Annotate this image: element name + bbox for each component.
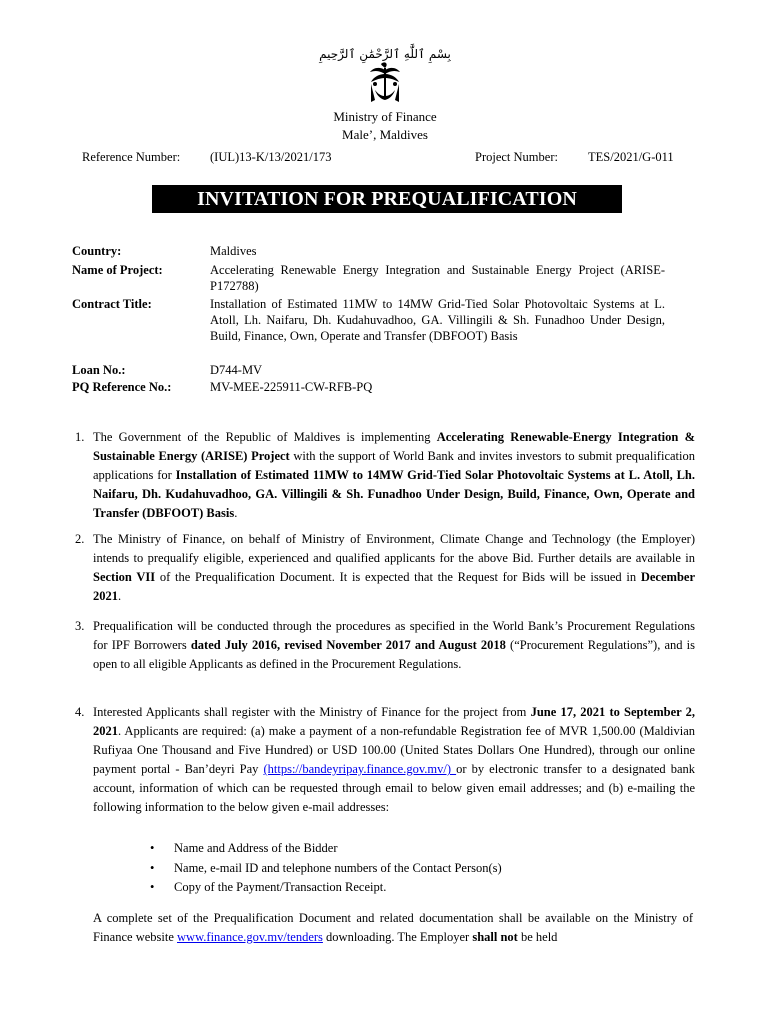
- paragraph-2: [75, 530, 695, 606]
- project-name-value: Accelerating Renewable Energy Integration and Sustainable Energy Project (ARISE-P172788): [210, 263, 665, 293]
- text: Prequalification will be conducted through the procedures as specified in the World Bank’s Procurement Regulations for IPF Borrowers: [93, 619, 695, 652]
- reference-number-value: (IUL)13-K/13/2021/173: [210, 150, 332, 164]
- section-reference-bold: Section VII: [93, 570, 156, 584]
- basmala-text: بِسْمِ ٱللَّٰهِ ٱلرَّحْمَٰنِ ٱلرَّحِيمِ: [319, 47, 451, 61]
- closing-paragraph: [93, 909, 693, 947]
- loan-number-value: D744-MV: [210, 363, 263, 377]
- list-item: • Name, e-mail ID and telephone numbers of the Contact Person(s): [150, 859, 502, 879]
- tenders-website-link[interactable]: www.finance.gov.mv/tenders: [177, 930, 323, 944]
- list-item: • Name and Address of the Bidder: [150, 839, 502, 859]
- paragraph-1: [75, 428, 695, 523]
- pq-reference-value: MV-MEE-225911-CW-RFB-PQ: [210, 380, 373, 394]
- contract-title-label: Contract Title:: [72, 297, 152, 311]
- project-name-bold: Accelerating Renewable-Energy Integration & Sustainable Energy (ARISE) Project: [93, 430, 696, 463]
- list-item: • Copy of the Payment/Transaction Receipt.: [150, 878, 502, 898]
- text: . Applicants are required: (a) make a payment of a non-refundable Registration fee of MVR 1,500.00 (Maldivian Rufiyaa One Thousand and Five Hundred) or USD 100.00 (United States Dollars One Hundred), through our online payment portal - Ban’deyri Pay: [93, 724, 695, 776]
- document-title: INVITATION FOR PREQUALIFICATION: [152, 185, 622, 213]
- text: (“Procurement Regulations”), and is open to all eligible Applicants as defined in the Procurement Regulations.: [93, 638, 695, 671]
- paragraph-number: 3.: [75, 619, 85, 633]
- state-emblem-icon: [319, 44, 451, 110]
- contract-title-value: Installation of Estimated 11MW to 14MW Grid-Tied Solar Photovoltaic Systems at L. Atoll, Lh. Naifaru, Dh. Kudahuvadhoo, GA. Villingili & Sh. Funadhoo Under Design, Build, Finance, Own, Operate and Transfer (DBFOOT) Basis: [210, 297, 665, 343]
- country-value: Maldives: [210, 244, 257, 258]
- text: The Government of the Republic of Maldives is implementing: [93, 430, 437, 444]
- paragraph-number: 2.: [75, 532, 85, 546]
- paragraph-4: [75, 703, 695, 817]
- country-label: Country:: [72, 244, 122, 258]
- pq-reference-label: PQ Reference No.:: [72, 380, 172, 394]
- paragraph-number: 1.: [75, 430, 85, 444]
- text: be held: [517, 930, 558, 944]
- paragraph-number: 4.: [75, 705, 85, 719]
- contract-title-bold: Installation of Estimated 11MW to 14MW Grid-Tied Solar Photovoltaic Systems at L. Atoll, Lh. Naifaru, Dh. Kudahuvadhoo, GA. Villingili & Sh. Funadhoo Under Design, Build, Finance, Own, Operate and Transfer (DBFOOT) Basis: [93, 468, 695, 520]
- project-number-label: Project Number:: [475, 150, 558, 164]
- registration-dates-bold: June 17, 2021 to September 2, 2021: [93, 705, 695, 738]
- text: Interested Applicants shall register with the Ministry of Finance for the project from: [93, 705, 531, 719]
- ministry-city: Male’, Maldives: [342, 127, 428, 142]
- text: or by electronic transfer to a designated bank account, information of which can be requested through email to below given email addresses; and (b) e-mailing the following information to the below given e-mail addresses:: [93, 762, 696, 814]
- text: downloading. The Employer: [322, 930, 473, 944]
- text: A complete set of the Prequalification Document and related documentation shall be available on the Ministry of Finance website: [93, 911, 693, 944]
- text: The Ministry of Finance, on behalf of Ministry of Environment, Climate Change and Technology (the Employer) intends to prequalify eligible, experienced and qualified applicants for the above Bid. Further details are available in: [93, 532, 695, 565]
- required-info-list: [150, 839, 502, 898]
- text: .: [234, 506, 238, 520]
- payment-portal-link[interactable]: (https://bandeyripay.finance.gov.mv/): [263, 762, 457, 776]
- regulation-dates-bold: dated July 2016, revised November 2017 and August 2018: [190, 638, 506, 652]
- project-name-label: Name of Project:: [72, 263, 163, 277]
- project-number-value: TES/2021/G-011: [588, 150, 674, 164]
- date-bold: December 2021: [93, 570, 695, 603]
- text: .: [118, 589, 122, 603]
- text: with the support of World Bank and invites investors to submit prequalification applications for: [93, 449, 695, 482]
- loan-number-label: Loan No.:: [72, 363, 126, 377]
- paragraph-3: [75, 617, 695, 674]
- text: of the Prequalification Document. It is expected that the Request for Bids will be issued in: [155, 570, 641, 584]
- ministry-name: Ministry of Finance: [333, 109, 437, 124]
- reference-number-label: Reference Number:: [82, 150, 181, 164]
- shall-not-bold: shall not: [472, 930, 518, 944]
